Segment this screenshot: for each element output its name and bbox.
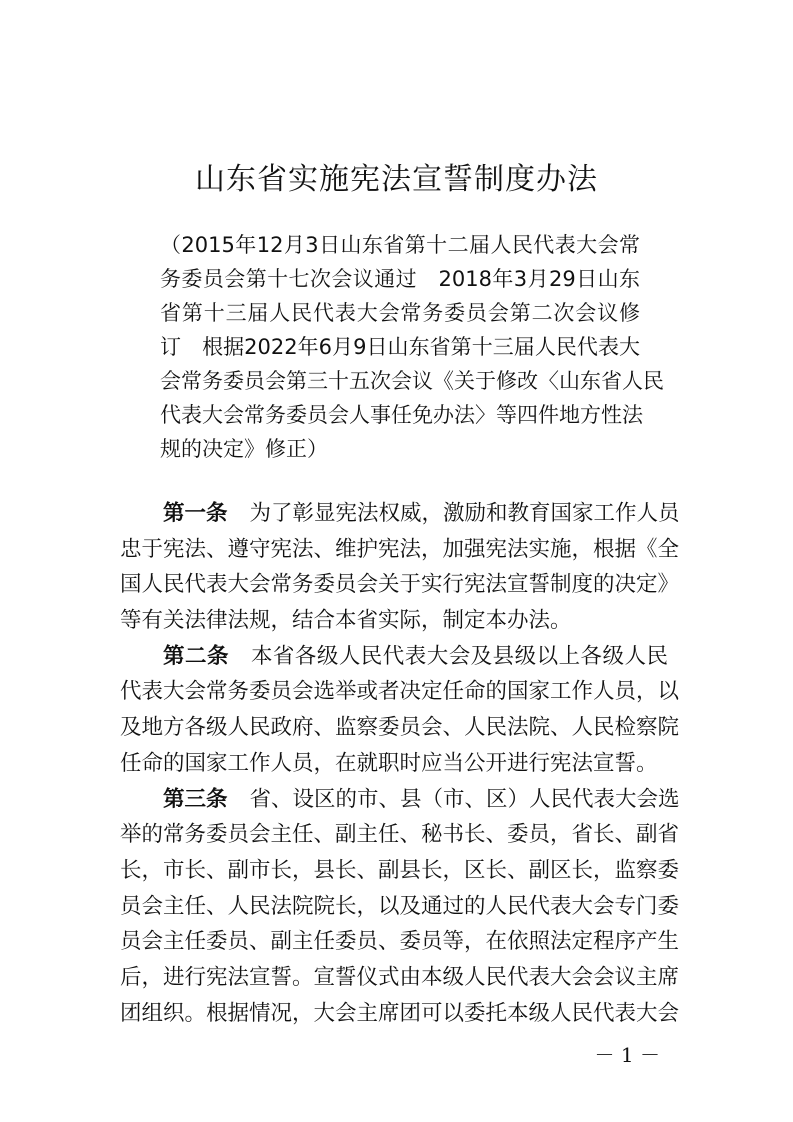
preamble-line: 订 根据2022年6月9日山东省第十三届人民代表大 <box>160 335 640 359</box>
preamble-note <box>160 228 664 466</box>
article-1-heading: 第一条 <box>163 501 228 526</box>
article-3-line: 后，进行宪法宣誓。宣誓仪式由本级人民代表大会会议主席 <box>120 964 680 990</box>
page-number: － 1 － <box>594 1043 660 1067</box>
article-3-text: 省、设区的市、县（市、区）人民代表大会选 <box>249 786 680 812</box>
article-3-heading: 第三条 <box>163 786 228 812</box>
article-1-line: 忠于宪法、遵守宪法、维护宪法，加强宪法实施，根据《全 <box>120 536 680 562</box>
article-1-text: 为了彰显宪法权威，激励和教育国家工作人员 <box>249 501 680 526</box>
article-3-line: 员会主任委员、副主任委员、委员等，在依照法定程序产生 <box>120 929 680 955</box>
document-title: 山东省实施宪法宣誓制度办法 <box>195 162 598 197</box>
article-2-line: 代表大会常务委员会选举或者决定任命的国家工作人员，以 <box>120 679 680 705</box>
article-1-line: 国人民代表大会常务委员会关于实行宪法宣誓制度的决定》 <box>120 572 680 598</box>
article-3-first-line <box>120 782 680 818</box>
preamble-line: 务委员会第十七次会议通过 2018年3月29日山东 <box>160 267 640 291</box>
article-2-first-line <box>120 639 668 675</box>
article-3-line: 长，市长、副市长，县长、副县长，区长、副区长，监察委 <box>120 857 680 883</box>
article-2-line: 任命的国家工作人员，在就职时应当公开进行宪法宣誓。 <box>120 750 658 776</box>
article-2-heading: 第二条 <box>163 643 229 669</box>
document-body <box>120 496 680 1031</box>
article-3-line: 举的常务委员会主任、副主任、秘书长、委员，省长、副省 <box>120 822 680 848</box>
article-3-line: 员会主任、人民法院院长，以及通过的人民代表大会专门委 <box>120 893 680 919</box>
article-2-line: 及地方各级人民政府、监察委员会、人民法院、人民检察院 <box>120 715 680 741</box>
preamble-line: 规的决定》修正） <box>160 437 328 461</box>
preamble-line: 省第十三届人民代表大会常务委员会第二次会议修 <box>160 301 640 325</box>
article-1-first-line <box>120 496 680 532</box>
preamble-line: （2015年12月3日山东省第十二届人民代表大会常 <box>160 233 640 257</box>
article-3-line: 团组织。根据情况，大会主席团可以委托本级人民代表大会 <box>120 1000 680 1026</box>
preamble-line: 代表大会常务委员会人事任免办法〉等四件地方性法 <box>160 403 643 427</box>
article-2-text: 本省各级人民代表大会及县级以上各级人民 <box>250 643 668 669</box>
preamble-line: 会常务委员会第三十五次会议《关于修改〈山东省人民 <box>160 369 664 393</box>
article-1-line: 等有关法律法规，结合本省实际，制定本办法。 <box>120 608 572 634</box>
